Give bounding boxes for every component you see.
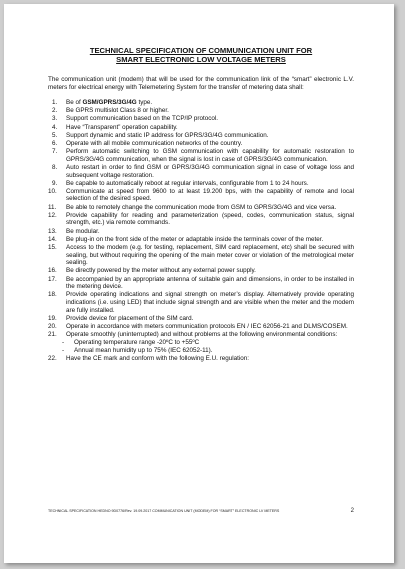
page-footer — [48, 509, 354, 514]
item-text: Support dynamic and static IP address for GPRS/3G/4G communication. — [66, 131, 269, 139]
list-item-11: 11. Be able to remotely change the communication mode from GSM to GPRS/3G/4G and vice versa. — [48, 204, 354, 212]
page-number: 2 — [350, 508, 354, 514]
list-item-10: 10. Communicate at speed from 9600 to at least 19.200 bps, with the capability of remote and local selection of the desired speed. — [48, 187, 354, 203]
list-item-8: 8. Auto restart in order to find GSM or GPRS/3G/4G communication signal in case of voltage loss and subsequent voltage restoration. — [52, 163, 354, 179]
item-text: Auto restart in order to find GSM or GPRS/3G/4G communication signal in case of voltage loss and subsequent voltage restoration. — [66, 163, 354, 179]
list-item-13: 13. Be modular. — [48, 228, 354, 236]
sub-item-temperature: - Operating temperature range -20ºC to +55ºC — [62, 339, 200, 347]
intro-paragraph: The communication unit (modem) that will be used for the communication link of the “smart” electronic L.V. meters for electrical energy with Telemetering System for the transfer of metering data shall: — [48, 76, 354, 91]
item-text: Support communication based on the TCP/IP protocol. — [66, 115, 219, 123]
document-body — [48, 46, 354, 363]
sub-item-humidity: - Annual mean humidity up to 75% (IEC 62052-11). — [62, 346, 213, 354]
document-page — [4, 4, 394, 563]
list-item-6: 6. Operate with all mobile communication networks of the country. — [48, 140, 354, 148]
list-item-5: 5. Support dynamic and static IP address for GPRS/3G/4G communication. — [48, 132, 354, 140]
list-item-17: 17. Be accompanied by an appropriate antenna of suitable gain and dimensions, in order to be installed in the metering device. — [48, 275, 354, 291]
title-line-1: TECHNICAL SPECIFICATION OF COMMUNICATION UNIT FOR — [89, 46, 313, 55]
item-text: Operate with all mobile communication networks of the country. — [66, 139, 243, 147]
item-number: 1. — [52, 99, 58, 106]
item-text: Access to the modem (e.g. for testing, replacement, SIM card replacement, etc) shall be secured with sealing, but without requiring the opening of the main meter cover or violation of the metrological meter sealing. — [66, 244, 354, 267]
list-item-9: 9. Be capable to automatically reboot at regular intervals, configurable from 1 to 24 hours. — [48, 180, 354, 188]
item-text: Be directly powered by the meter without any external power supply. — [66, 267, 256, 275]
list-item-7: 7. Perform automatic switching to GSM communication with capability for automatic restoration to GPRS/3G/4G communication, when the signal is lost in case of GPRS/3G/4G communication. — [52, 148, 354, 163]
item-text: Be modular. — [66, 227, 100, 235]
item-text: Have the CE mark and conform with the following E.U. regulation: — [66, 355, 250, 363]
list-item-4: 4. Have “Transparent” operation capability. — [48, 124, 354, 132]
list-item-21-subitems — [48, 339, 354, 354]
item-text: Operate in accordance with meters communication protocols EN / IEC 62056-21 and DLMS/COSEM. — [66, 322, 348, 330]
document-title — [48, 46, 354, 64]
item-text: Provide capability for reading and parameterization (speed, codes, communication status, signal strength, etc.) via remote commands. — [66, 211, 354, 227]
item-text: Communicate at speed from 9600 to at least 19.200 bps, with the capability of remote and local selection of the desired speed. — [66, 187, 354, 203]
list-item-22: 22. Have the CE mark and conform with the following E.U. regulation: — [48, 355, 354, 363]
list-item-14: 14. Be plug-in on the front side of the meter or adaptable inside the terminals cover of the meter. — [48, 236, 354, 244]
list-item-16: 16. Be directly powered by the meter without any external power supply. — [48, 267, 354, 275]
list-item-15: 15. Access to the modem (e.g. for testing, replacement, SIM card replacement, etc) shall be secured with sealing, but without requiring the opening of the main meter cover or violation of the metrological meter sealing. — [48, 244, 354, 267]
list-item-3: 3. Support communication based on the TCP/IP protocol. — [48, 115, 354, 123]
list-item-18: 18. Provide operating indications and signal strength on meter’s display. Alternatively provide operating indications (i.e. using LED) that include signal strength and are visible when the meter and the modem are fully installed. — [48, 291, 354, 314]
list-item-1 — [48, 99, 354, 107]
item-text: Provide device for placement of the SIM card. — [66, 314, 194, 322]
list-item-12: 12. Provide capability for reading and parameterization (speed, codes, communication status, signal strength, etc.) via remote commands. — [48, 211, 354, 227]
item-text: Operate smoothly (uninterrupted) and without problems at the following environmental conditions: — [66, 331, 338, 339]
list-item-21: 21. Operate smoothly (uninterrupted) and without problems at the following environmental conditions: — [48, 331, 354, 339]
list-item-19: 19. Provide device for placement of the SIM card. — [48, 315, 354, 323]
list-item-20: 20. Operate in accordance with meters communication protocols EN / IEC 62056-21 and DLMS/COSEM. — [48, 323, 354, 331]
item-text: Have “Transparent” operation capability. — [66, 123, 178, 131]
title-line-2: SMART ELECTRONIC LOW VOLTAGE METERS — [116, 55, 286, 64]
requirements-list — [48, 99, 354, 363]
item-text: Be GPRS multislot Class 8 or higher. — [66, 107, 169, 115]
item-text: Perform automatic switching to GSM communication with capability for automatic restoration to GPRS/3G/4G communication, when the signal is lost in case of GPRS/3G/4G communication. — [66, 148, 354, 163]
item-text: Be able to remotely change the communication mode from GSM to GPRS/3G/4G and vice versa. — [66, 203, 337, 211]
item-text: Be of GSM/GPRS/3G/4G type. — [66, 99, 153, 106]
list-item-2: 2. Be GPRS multislot Class 8 or higher. — [48, 107, 354, 115]
footer-text: TECHNICAL SPECIFICATION HEDNO 9D0776/Rev. 19.09.2017 COMMUNICATION UNIT (MODEM) FOR “SMART” ELECTRONIC LV METERS — [48, 509, 280, 513]
item-text: Be plug-in on the front side of the meter or adaptable inside the terminals cover of the meter. — [66, 235, 324, 243]
item-text: Be capable to automatically reboot at regular intervals, configurable from 1 to 24 hours. — [66, 179, 309, 187]
item-text: Be accompanied by an appropriate antenna of suitable gain and dimensions, in order to be installed in the metering device. — [66, 275, 354, 291]
item-text: Provide operating indications and signal strength on meter’s display. Alternatively provide operating indications (i.e. using LED) that include signal strength and are visible when the meter and the modem are fully installed. — [66, 291, 354, 314]
